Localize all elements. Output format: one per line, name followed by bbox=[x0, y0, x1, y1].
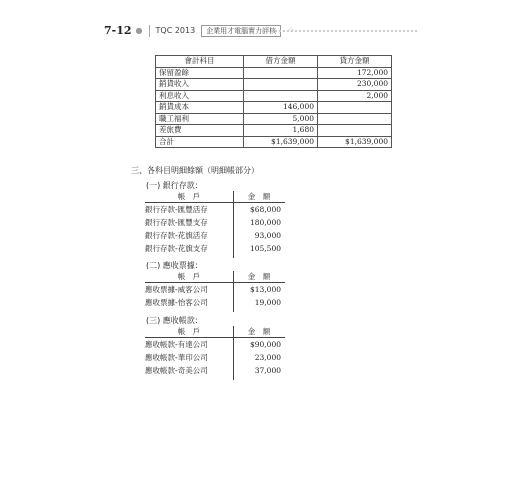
subaccount-amount: 180,000 bbox=[249, 218, 281, 227]
table-row bbox=[156, 67, 392, 79]
list-item bbox=[145, 229, 285, 242]
account-column-header: 帳 戶 bbox=[177, 327, 201, 336]
subaccount-amount: 23,000 bbox=[254, 353, 281, 362]
book-code: TQC 2013 bbox=[155, 26, 196, 35]
debit-cell bbox=[244, 90, 318, 102]
column-header: 會計科目 bbox=[156, 56, 244, 68]
account-column-header: 帳 戶 bbox=[177, 272, 201, 281]
t-account-bank bbox=[145, 191, 285, 255]
t-account-receivables bbox=[145, 326, 285, 377]
debit-cell: 5,000 bbox=[244, 113, 318, 125]
subsection-title-bank: (一) 銀行存款： bbox=[146, 181, 203, 190]
subaccount-name: 銀行存款-匯豐支存 bbox=[145, 218, 208, 227]
t-account-divider bbox=[233, 191, 234, 258]
list-item bbox=[145, 296, 285, 309]
book-title: 企業用才電腦實力評核 bbox=[201, 25, 281, 37]
amount-column-header: 金 額 bbox=[247, 327, 271, 336]
header-divider bbox=[149, 25, 150, 37]
account-column-header: 帳 戶 bbox=[177, 192, 201, 201]
subaccount-amount: $13,000 bbox=[249, 285, 281, 294]
ornament-icon: ⁘ bbox=[287, 25, 295, 36]
t-account-header bbox=[145, 191, 285, 203]
credit-cell: 2,000 bbox=[318, 90, 392, 102]
account-name-cell: 利息收入 bbox=[156, 90, 244, 102]
amount-column-header: 金 額 bbox=[247, 272, 271, 281]
subaccount-name: 銀行存款-匯豐活存 bbox=[145, 205, 208, 214]
account-name-cell: 銷貨收入 bbox=[156, 79, 244, 91]
subaccount-amount: 37,000 bbox=[254, 366, 281, 375]
credit-cell bbox=[318, 125, 392, 137]
list-item bbox=[145, 216, 285, 229]
t-account-divider bbox=[233, 326, 234, 380]
list-item bbox=[145, 338, 285, 351]
credit-cell: $1,639,000 bbox=[318, 136, 392, 148]
table-row bbox=[156, 90, 392, 102]
column-header: 貸方金額 bbox=[318, 56, 392, 68]
list-item bbox=[145, 351, 285, 364]
debit-cell bbox=[244, 79, 318, 91]
table-row bbox=[156, 113, 392, 125]
subsection-title-notes: (二) 應收票據： bbox=[146, 261, 203, 270]
account-name-cell: 職工福利 bbox=[156, 113, 244, 125]
section-title: 三、各科目明細餘額（明細帳部分） bbox=[131, 166, 259, 175]
credit-cell bbox=[318, 113, 392, 125]
debit-cell: 1,680 bbox=[244, 125, 318, 137]
subaccount-name: 銀行存款-花旗支存 bbox=[145, 244, 208, 253]
subaccount-amount: $90,000 bbox=[249, 340, 281, 349]
credit-cell: 230,000 bbox=[318, 79, 392, 91]
separator-dot-icon: ● bbox=[135, 26, 143, 35]
debit-cell: $1,639,000 bbox=[244, 136, 318, 148]
subaccount-name: 銀行存款-花旗活存 bbox=[145, 231, 208, 240]
amount-column-header: 金 額 bbox=[247, 192, 271, 201]
subaccount-name: 應收帳款-有達公司 bbox=[145, 340, 208, 349]
list-item bbox=[145, 203, 285, 216]
table-row bbox=[156, 79, 392, 91]
t-account-header bbox=[145, 326, 285, 338]
debit-cell bbox=[244, 67, 318, 79]
account-name-cell: 銷貨成本 bbox=[156, 102, 244, 114]
table-row bbox=[156, 136, 392, 148]
subaccount-name: 應收帳款-華印公司 bbox=[145, 353, 208, 362]
debit-cell: 146,000 bbox=[244, 102, 318, 114]
credit-cell: 172,000 bbox=[318, 67, 392, 79]
table-row bbox=[156, 125, 392, 137]
account-name-cell: 合計 bbox=[156, 136, 244, 148]
page-number: 7-12 bbox=[104, 24, 132, 37]
subaccount-amount: 105,500 bbox=[249, 244, 281, 253]
list-item bbox=[145, 283, 285, 296]
subaccount-name: 應收票據-威客公司 bbox=[145, 285, 208, 294]
account-name-cell: 保留盈餘 bbox=[156, 67, 244, 79]
table-row bbox=[156, 102, 392, 114]
subaccount-name: 應收票據-怡客公司 bbox=[145, 298, 208, 307]
header-dotted-rule bbox=[262, 30, 417, 32]
subaccount-amount: $68,000 bbox=[249, 205, 281, 214]
t-account-header bbox=[145, 271, 285, 283]
t-account-divider bbox=[233, 271, 234, 312]
subaccount-amount: 19,000 bbox=[254, 298, 281, 307]
column-header: 借方金額 bbox=[244, 56, 318, 68]
subaccount-name: 應收帳款-奇美公司 bbox=[145, 366, 208, 375]
credit-cell bbox=[318, 102, 392, 114]
list-item bbox=[145, 242, 285, 255]
list-item bbox=[145, 364, 285, 377]
table-header-row bbox=[156, 56, 392, 68]
subaccount-amount: 93,000 bbox=[254, 231, 281, 240]
account-name-cell: 差旅費 bbox=[156, 125, 244, 137]
t-account-notes bbox=[145, 271, 285, 309]
trial-balance-table bbox=[155, 55, 392, 148]
subsection-title-receivables: (三) 應收帳款： bbox=[146, 316, 203, 325]
